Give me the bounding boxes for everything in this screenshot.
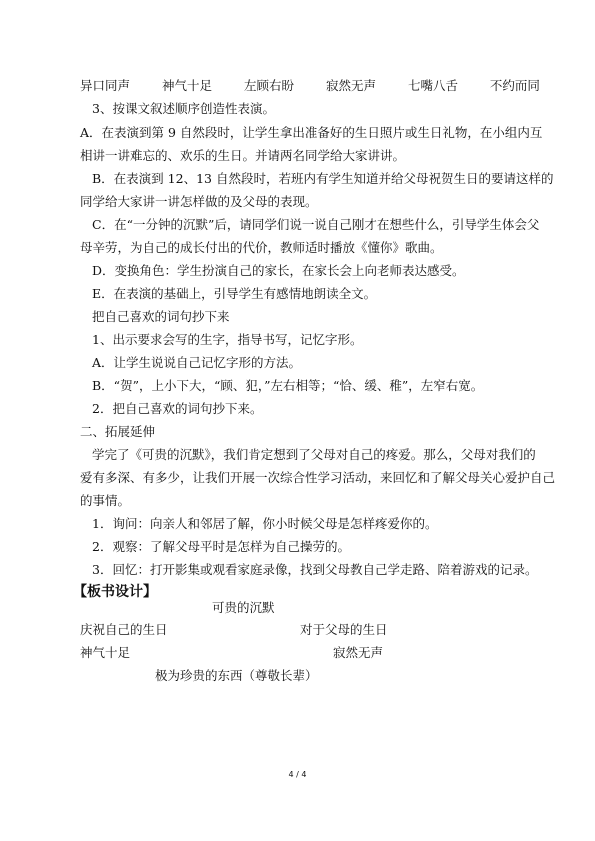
vocabulary-word-list <box>80 78 540 94</box>
step-3-title: 3、按课文叙述顺序创造性表演。 <box>92 101 275 116</box>
extension-para-line-1: 学完了《可贵的沉默》，我们肯定想到了父母对自己的疼爱。那么，父母对我们的 <box>92 447 536 462</box>
board-right-1: 对于父母的生日 <box>300 622 388 637</box>
board-bottom: 极为珍贵的东西（尊敬长辈） <box>155 668 318 683</box>
extension-para-line-2: 爱有多深、有多少，让我们开展一次综合性学习活动，来回忆和了解父母关心爱护自己 <box>80 470 556 485</box>
board-title: 可贵的沉默 <box>212 600 275 615</box>
step-d-line: D．变换角色：学生扮演自己的家长，在家长会上向老师表达感受。 <box>92 263 465 278</box>
step-a-line-1: A．在表演到第 9 自然段时，让学生拿出准备好的生日照片或生日礼物，在小组内互 <box>80 125 543 140</box>
extension-item-3: 3．回忆：打开影集或观看家庭录像，找到父母教自己学走路、陪着游戏的记录。 <box>92 562 538 577</box>
page-number: 4 / 4 <box>288 770 307 779</box>
extension-para-line-3: 的事情。 <box>80 493 131 508</box>
board-left-1: 庆祝自己的生日 <box>80 622 168 637</box>
word-1: 异口同声 <box>80 78 131 93</box>
word-3: 左顾右盼 <box>243 78 294 93</box>
step-c-line-1: C．在“一分钟的沉默”后，请同学们说一说自己刚才在想些什么，引导学生体会父 <box>92 217 540 232</box>
step-b-line-1: B．在表演到 12、13 自然段时，若班内有学生知道并给父母祝贺生日的要请这样的 <box>92 171 554 186</box>
word-5: 七嘴八舌 <box>407 78 458 93</box>
board-right-2: 寂然无声 <box>333 645 384 660</box>
extension-item-1: 1．询问：向亲人和邻居了解，你小时候父母是怎样疼爱你的。 <box>92 516 438 531</box>
word-4: 寂然无声 <box>325 78 376 93</box>
word-2: 神气十足 <box>161 78 212 93</box>
step-c-line-2: 母辛劳，为自己的成长付出的代价，教师适时播放《懂你》歌曲。 <box>80 240 443 255</box>
step-b-line-2: 同学给大家讲一讲怎样做的及父母的表现。 <box>80 194 318 209</box>
copy-words-title: 把自己喜欢的词句抄下来 <box>92 309 230 324</box>
step-a-line-2: 相讲一讲难忘的、欢乐的生日。并请两名同学给大家讲讲。 <box>80 148 406 163</box>
board-design-heading: 【板书设计】 <box>73 584 157 600</box>
writing-step-a: A．让学生说说自己记忆字形的方法。 <box>92 355 302 370</box>
board-left-2: 神气十足 <box>80 645 131 660</box>
writing-step-1: 1、出示要求会写的生字，指导书写，记忆字形。 <box>92 332 363 347</box>
extension-item-2: 2．观察：了解父母平时是怎样为自己操劳的。 <box>92 539 350 554</box>
word-6: 不约而同 <box>489 78 540 93</box>
writing-step-b: B．“贺”，上小下大，“顾、犯，”左右相等；“恰、缓、稚”，左窄右宽。 <box>92 378 484 393</box>
writing-step-2: 2．把自己喜欢的词句抄下来。 <box>92 401 263 416</box>
step-e-line: E．在表演的基础上，引导学生有感情地朗读全文。 <box>92 286 377 301</box>
section-2-heading: 二、拓展延伸 <box>80 424 156 439</box>
